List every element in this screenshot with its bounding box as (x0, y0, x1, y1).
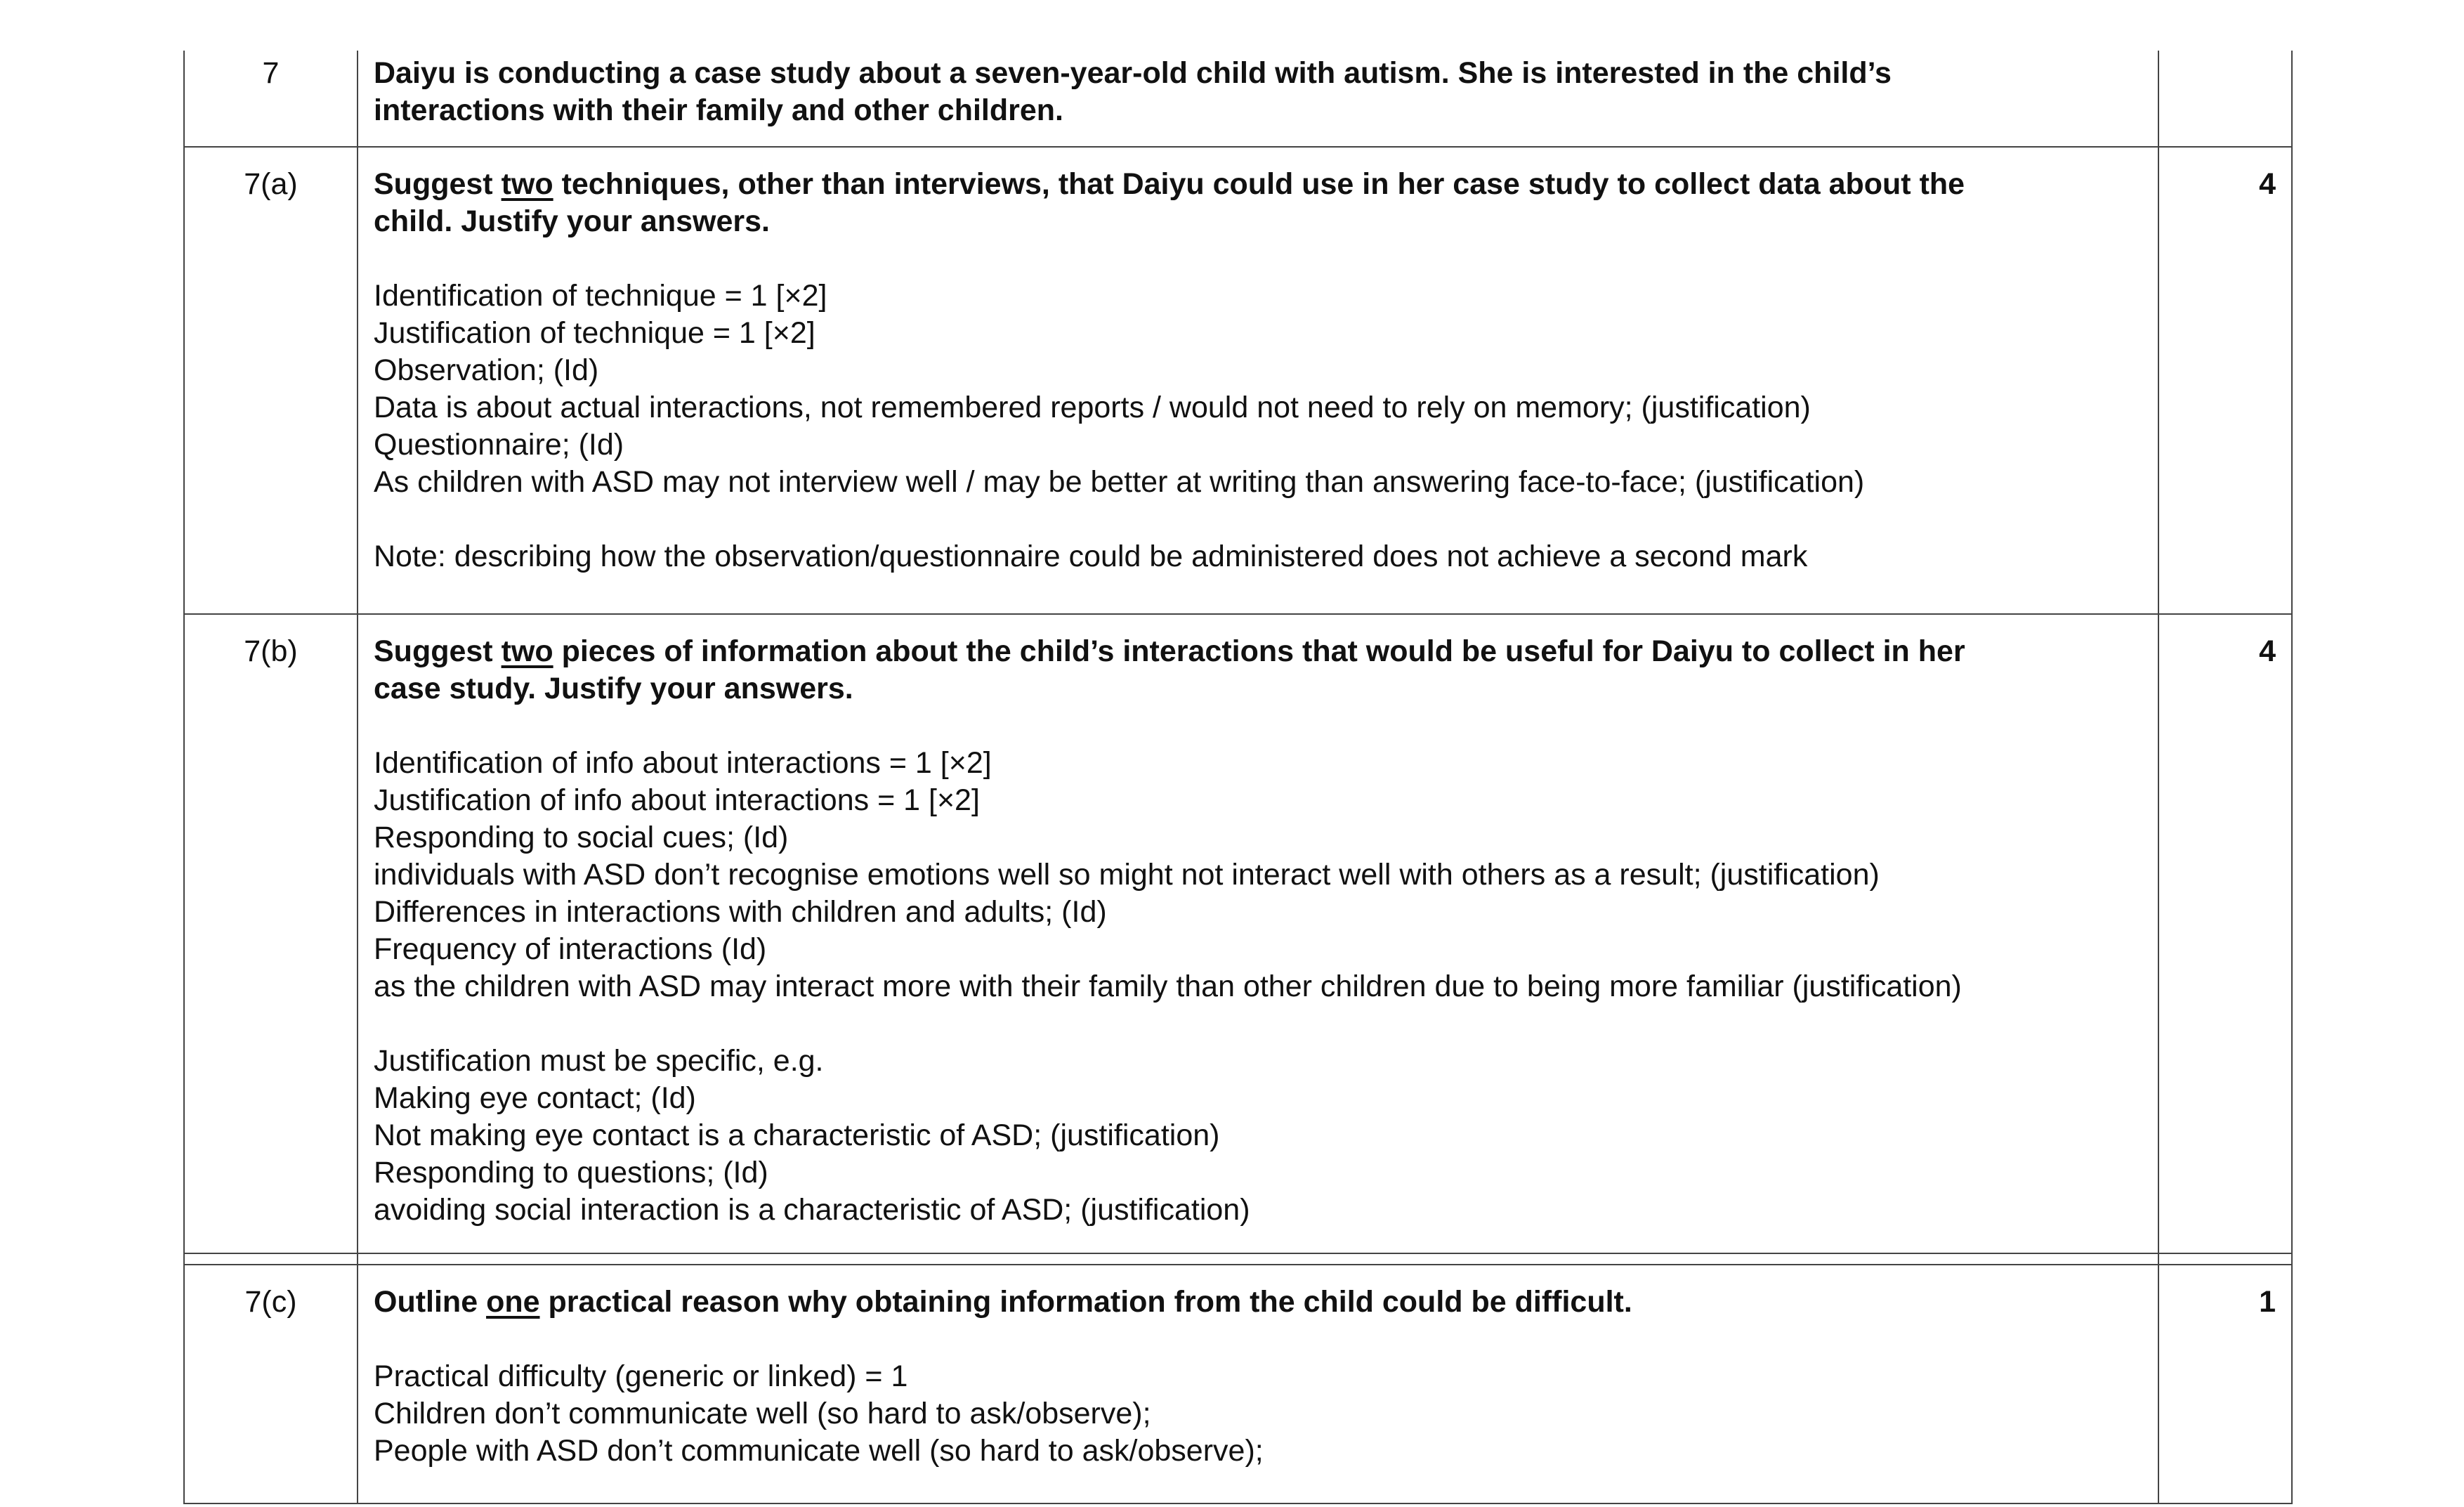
part-a-line: Questionnaire; (Id) (374, 428, 624, 462)
part-c-row (184, 1265, 2292, 1503)
part-b-marks: 4 (2158, 614, 2292, 1253)
part-b-line: Responding to social cues; (Id) (374, 821, 789, 854)
part-b-line: Differences in interactions with children and adults; (Id) (374, 895, 1107, 929)
part-c-line: Practical difficulty (generic or linked) = 1 (374, 1359, 908, 1393)
part-b-content (358, 614, 2158, 1253)
emphasis-one: one (486, 1285, 540, 1319)
part-b-line: as the children with ASD may interact more with their family than other children due to being more familiar (justification) (374, 970, 1962, 1003)
part-a-content (358, 147, 2158, 614)
part-a-line: Justification of technique = 1 [×2] (374, 316, 815, 350)
marks-cell-empty (2158, 51, 2292, 147)
emphasis-two: two (501, 167, 553, 201)
part-b-line: Identification of info about interactions = 1 [×2] (374, 746, 992, 780)
part-c-marks: 1 (2158, 1265, 2292, 1503)
part-b-line: Responding to questions; (Id) (374, 1156, 768, 1189)
question-number: 7 (184, 51, 358, 147)
part-b-line: Frequency of interactions (Id) (374, 932, 767, 966)
part-b-number: 7(b) (184, 614, 358, 1253)
part-a-stem: Suggest two techniques, other than interviews, that Daiyu could use in her case study to collect data about the (374, 167, 1965, 201)
part-a-row (184, 147, 2292, 614)
part-a-line: As children with ASD may not interview well / may be better at writing than answering face-to-face; (justification) (374, 465, 1865, 499)
part-a-number: 7(a) (184, 147, 358, 614)
part-a-note: Note: describing how the observation/questionnaire could be administered does not achieve a second mark (374, 540, 1808, 573)
part-c-stem: Outline one practical reason why obtaining information from the child could be difficult. (374, 1285, 1632, 1319)
part-b-line: avoiding social interaction is a characteristic of ASD; (justification) (374, 1193, 1250, 1227)
part-b-line: individuals with ASD don’t recognise emotions well so might not interact well with others as a result; (justification) (374, 858, 1880, 892)
part-c-number: 7(c) (184, 1265, 358, 1503)
question-stem (358, 51, 2158, 147)
part-a-line: Identification of technique = 1 [×2] (374, 279, 827, 313)
part-a-marks: 4 (2158, 147, 2292, 614)
part-b-stem: Suggest two pieces of information about the child’s interactions that would be useful for Daiyu to collect in her (374, 634, 1965, 668)
question-7-row (184, 51, 2292, 147)
question-stem-line: interactions with their family and other children. (374, 93, 1063, 127)
part-b-line: Not making eye contact is a characteristic of ASD; (justification) (374, 1118, 1220, 1152)
part-c-content (358, 1265, 2158, 1503)
row-separator (184, 1253, 2292, 1265)
part-a-line: Observation; (Id) (374, 353, 599, 387)
part-c-line: People with ASD don’t communicate well (so hard to ask/observe); (374, 1434, 1264, 1468)
part-a-line: Data is about actual interactions, not remembered reports / would not need to rely on memory; (justification) (374, 391, 1811, 424)
part-b-stem-line2: case study. Justify your answers. (374, 672, 853, 705)
part-b-row (184, 614, 2292, 1253)
part-b-line: Justification of info about interactions = 1 [×2] (374, 783, 980, 817)
part-c-line: Children don’t communicate well (so hard to ask/observe); (374, 1397, 1151, 1430)
mark-scheme-table (183, 51, 2293, 1504)
emphasis-two: two (501, 634, 553, 668)
question-stem-line: Daiyu is conducting a case study about a seven-year-old child with autism. She is interested in the child’s (374, 56, 1892, 90)
part-b-line: Justification must be specific, e.g. (374, 1044, 824, 1078)
part-b-line: Making eye contact; (Id) (374, 1081, 696, 1115)
part-a-stem-line2: child. Justify your answers. (374, 204, 770, 238)
